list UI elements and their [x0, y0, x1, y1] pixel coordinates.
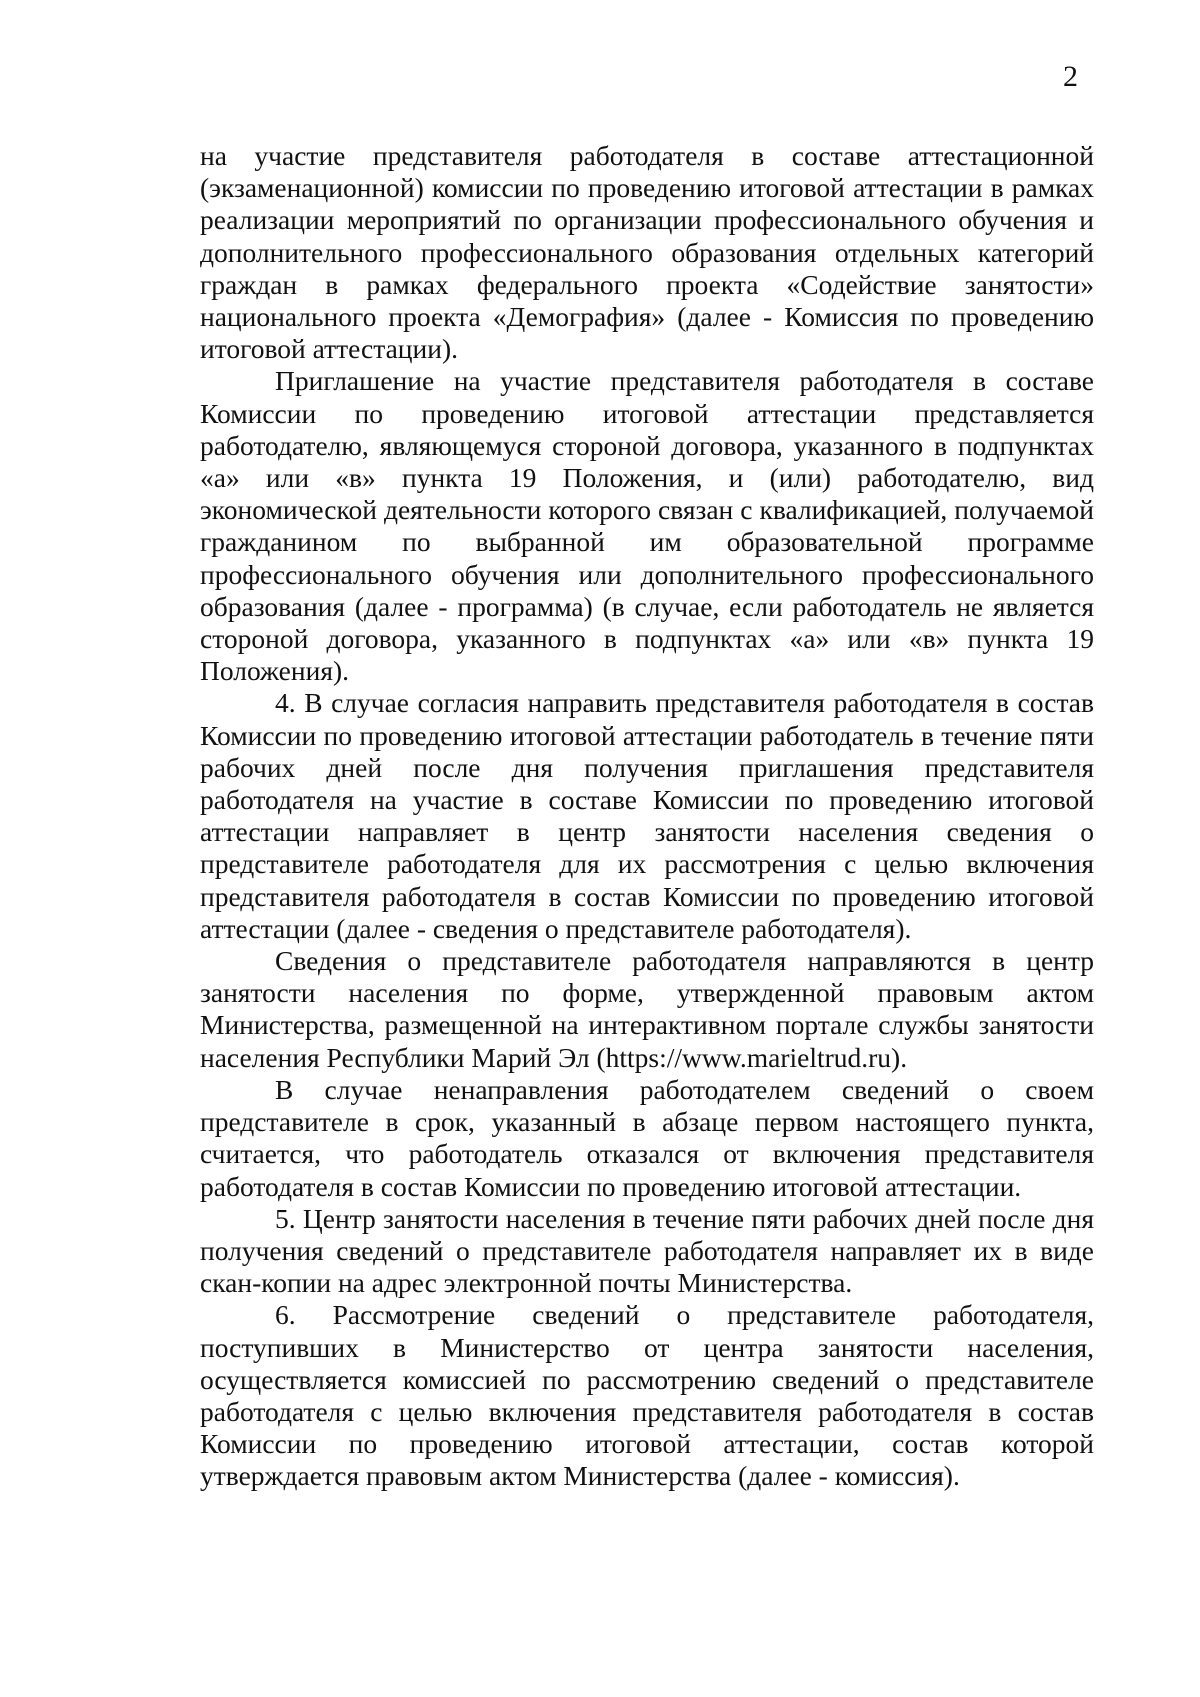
- paragraph-non-submission: В случае ненаправления работодателем сведений о своем представителе в срок, указанный в абзаце первом настоящего пункта, считается, что работодатель отказался от включения представителя работодателя в состав Комиссии по проведению итоговой аттестации.: [200, 1073, 1094, 1202]
- paragraph-invitation: Приглашение на участие представителя работодателя в составе Комиссии по проведению итоговой аттестации представляется работодателю, являющемуся стороной договора, указанного в подпунктах «а» или «в» пункта 19 Положения, и (или) работодателю, вид экономической деятельности которого связан с квалификацией, получаемой гражданином по выбранной им образовательной программе профессионального обучения или дополнительного профессионального образования (далее - программа) (в случае, если работодатель не является стороной договора, указанного в подпунктах «а» или «в» пункта 19 Положения).: [200, 365, 1094, 687]
- paragraph-submission-form: Сведения о представителе работодателя направляются в центр занятости населения по форме, утвержденной правовым актом Министерства, размещенной на интерактивном портале службы занятости населения Республики Марий Эл (https://www.marieltrud.ru).: [200, 945, 1094, 1073]
- paragraph-continuation: на участие представителя работодателя в составе аттестационной (экзаменационной) комиссии по проведению итоговой аттестации в рамках реализации мероприятий по организации профессионального обучения и дополнительного профессионального образования отдельных категорий граждан в рамках федерального проекта «Содействие занятости» национального проекта «Демография» (далее - Комиссия по проведению итоговой аттестации).: [200, 140, 1094, 365]
- document-body: [200, 140, 1094, 1493]
- paragraph-item-5: 5. Центр занятости населения в течение пяти рабочих дней после дня получения сведений о представителе работодателя направляет их в виде скан-копии на адрес электронной почты Министерства.: [200, 1202, 1094, 1299]
- page-number: 2: [1063, 60, 1078, 93]
- paragraph-item-6: 6. Рассмотрение сведений о представителе работодателя, поступивших в Министерство от центра занятости населения, осуществляется комиссией по рассмотрению сведений о представителе работодателя с целью включения представителя работодателя в состав Комиссии по проведению итоговой аттестации, состав которой утверждается правовым актом Министерства (далее - комиссия).: [200, 1299, 1094, 1492]
- paragraph-item-4: 4. В случае согласия направить представителя работодателя в состав Комиссии по проведению итоговой аттестации работодатель в течение пяти рабочих дней после дня получения приглашения представителя работодателя на участие в составе Комиссии по проведению итоговой аттестации направляет в центр занятости населения сведения о представителе работодателя для их рассмотрения с целью включения представителя работодателя в состав Комиссии по проведению итоговой аттестации (далее - сведения о представителе работодателя).: [200, 687, 1094, 944]
